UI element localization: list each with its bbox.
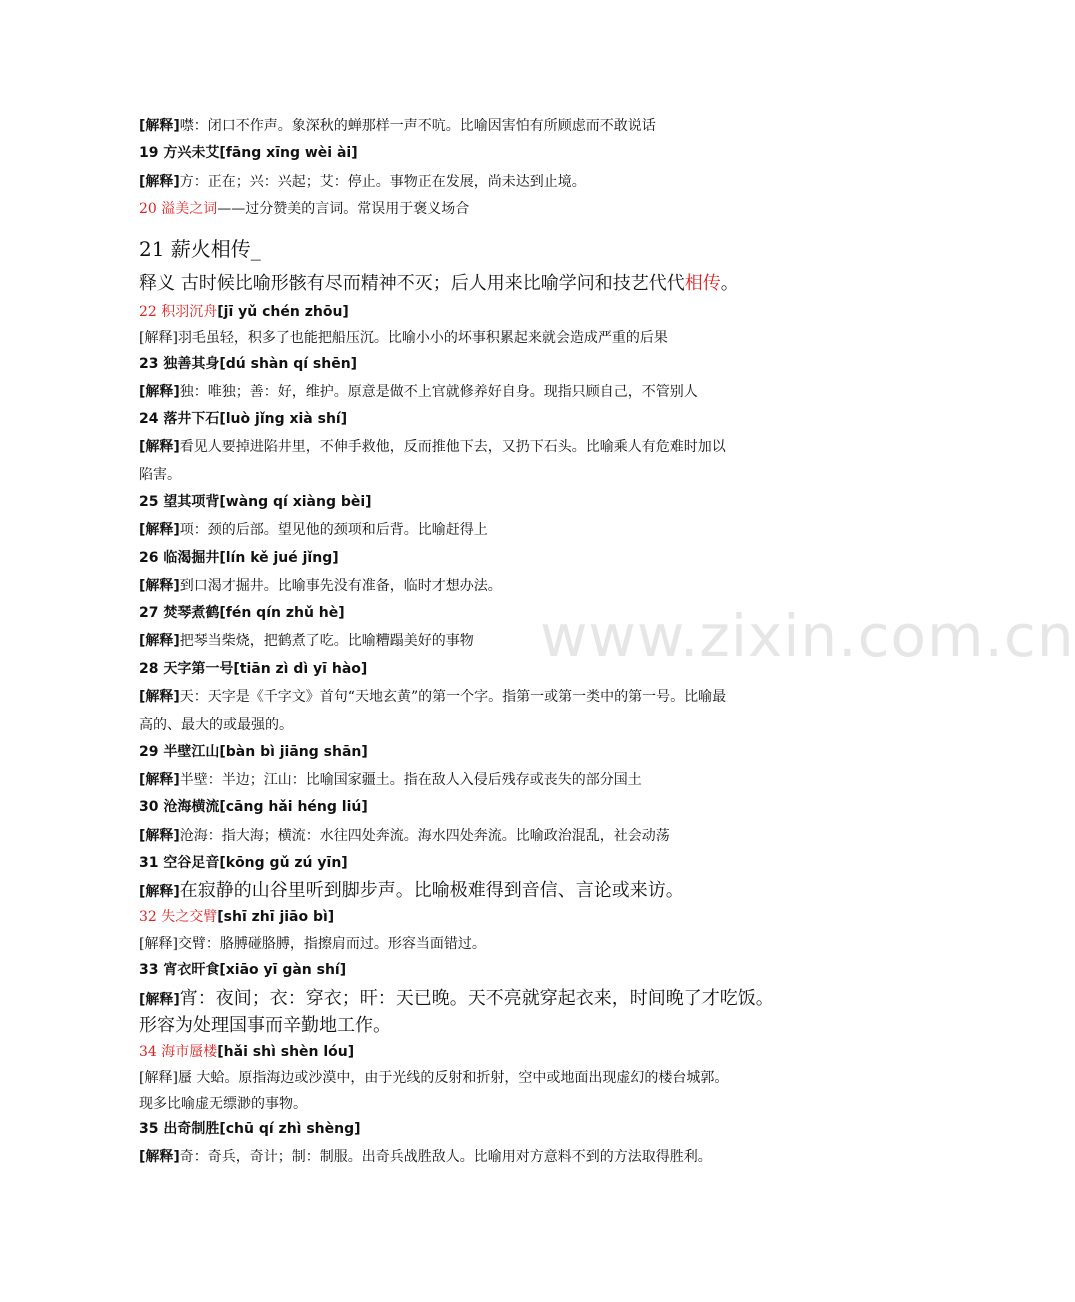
idiom-pinyin: [fāng xīng wèi ài] [219, 145, 358, 161]
explanation-text: 交臂：胳膊碰胳膊，指擦肩而过。形容当面错过。 [177, 936, 486, 952]
idiom-definition: ——过分赞美的言词。常误用于褒义场合 [217, 201, 470, 217]
idiom-heading [139, 797, 368, 817]
idiom-heading [139, 354, 357, 374]
idiom-name: 出奇制胜 [163, 1121, 220, 1137]
explanation-tag: [解释] [139, 1149, 180, 1165]
explanation-text: 把琴当柴烧，把鹤煮了吃。比喻糟蹋美好的事物 [179, 633, 474, 649]
idiom-number: 19 [139, 145, 159, 161]
explanation-tag: [解释] [139, 330, 178, 346]
explanation-tag: [解释] [139, 384, 180, 400]
explanation-line [139, 382, 698, 402]
explanation-text: 沧海：指大海；横流：水往四处奔流。海水四处奔流。比喻政治混乱，社会动荡 [179, 828, 670, 844]
idiom-pinyin: [kōng gǔ zú yīn] [219, 855, 348, 871]
idiom-number: 27 [139, 605, 159, 621]
explanation-tag: [解释] [139, 633, 180, 649]
explanation-tag: [解释] [139, 772, 180, 788]
explanation-tag: [解释] [139, 884, 180, 900]
explanation-line [139, 328, 668, 348]
watermark: www.zixin.com.cn [540, 602, 1075, 670]
explanation-text: 天：天字是《千字文》首句“天地玄黄”的第一个字。指第一或第一类中的第一号。比喻最 [179, 689, 727, 705]
idiom-pinyin: [bàn bì jiāng shān] [219, 744, 368, 760]
explanation-line [139, 826, 670, 846]
idiom-heading [139, 960, 346, 980]
explanation-line [139, 576, 502, 596]
explanation-line [139, 1068, 728, 1088]
definition-line [139, 272, 739, 296]
idiom-number: 20 [139, 201, 157, 217]
explanation-text: 半壁：半边；江山：比喻国家疆土。指在敌人入侵后残存或丧失的部分国土 [179, 772, 642, 788]
idiom-pinyin: [shī zhī jiāo bì] [217, 909, 335, 925]
highlight-text: 相传 [684, 273, 721, 294]
section-heading: 21 薪火相传_ [139, 237, 261, 261]
explanation-tag: [解释] [139, 936, 178, 952]
idiom-name: 半壁江山 [163, 744, 220, 760]
explanation-line [139, 437, 726, 457]
explanation-continuation: 现多比喻虚无缥渺的事物。 [139, 1096, 307, 1112]
definition-end: 。 [720, 273, 739, 294]
idiom-name: 失之交臂 [161, 909, 218, 925]
idiom-heading [139, 659, 367, 679]
idiom-pinyin: [hǎi shì shèn lóu] [217, 1044, 355, 1060]
explanation-text: 方：正在；兴：兴起；艾：停止。事物正在发展，尚未达到止境。 [179, 174, 586, 190]
explanation-tag: [解释] [139, 992, 180, 1008]
explanation-continuation: 高的、最大的或最强的。 [139, 717, 293, 733]
idiom-name: 宵衣旰食 [163, 962, 220, 978]
idiom-number: 32 [139, 909, 157, 925]
idiom-heading [139, 603, 345, 623]
idiom-number: 28 [139, 661, 159, 677]
explanation-line [139, 116, 656, 136]
explanation-tag: [解释] [139, 578, 180, 594]
explanation-tag: [解释] [139, 1070, 178, 1086]
idiom-name: 海市蜃楼 [161, 1044, 218, 1060]
idiom-heading [139, 143, 358, 163]
explanation-text: 在寂静的山谷里听到脚步声。比喻极难得到音信、言论或来访。 [179, 880, 684, 901]
explanation-tag: [解释] [139, 828, 180, 844]
idiom-number: 24 [139, 411, 159, 427]
idiom-number: 22 [139, 304, 157, 320]
idiom-name: 独善其身 [163, 356, 220, 372]
idiom-name: 方兴未艾 [163, 145, 220, 161]
explanation-line [139, 687, 726, 707]
idiom-number: 31 [139, 855, 159, 871]
idiom-pinyin: [dú shàn qí shēn] [219, 356, 358, 372]
idiom-number: 29 [139, 744, 159, 760]
idiom-number: 25 [139, 494, 159, 510]
idiom-number: 33 [139, 962, 159, 978]
explanation-tag: [解释] [139, 118, 180, 134]
idiom-pinyin: [jī yǔ chén zhōu] [217, 304, 349, 320]
idiom-name: 空谷足音 [163, 855, 220, 871]
idiom-name: 焚琴煮鹤 [163, 605, 220, 621]
idiom-pinyin: [chū qí zhì shèng] [219, 1121, 361, 1137]
explanation-text: 噤：闭口不作声。象深秋的蝉那样一声不吭。比喻因害怕有所顾虑而不敢说话 [179, 118, 656, 134]
idiom-heading [139, 199, 469, 219]
idiom-name: 望其项背 [163, 494, 220, 510]
idiom-pinyin: [luò jǐng xià shí] [219, 411, 348, 427]
explanation-text: 项：颈的后部。望见他的颈项和后背。比喻赶得上 [179, 522, 488, 538]
idiom-heading [139, 1042, 354, 1062]
explanation-continuation: 形容为处理国事而辛勤地工作。 [139, 1015, 391, 1036]
idiom-name: 积羽沉舟 [161, 304, 218, 320]
idiom-pinyin: [wàng qí xiàng bèi] [219, 494, 372, 510]
explanation-tag: [解释] [139, 439, 180, 455]
explanation-text: 奇：奇兵，奇计；制：制服。出奇兵战胜敌人。比喻用对方意料不到的方法取得胜利。 [179, 1149, 712, 1165]
explanation-tag: [解释] [139, 174, 180, 190]
explanation-tag: [解释] [139, 522, 180, 538]
explanation-continuation: 陷害。 [139, 467, 181, 483]
explanation-tag: [解释] [139, 689, 180, 705]
idiom-pinyin: [lín kě jué jǐng] [219, 550, 339, 566]
explanation-text: 看见人要掉进陷井里，不伸手救他，反而推他下去，又扔下石头。比喻乘人有危难时加以 [179, 439, 726, 455]
definition-text: 释义 古时候比喻形骸有尽而精神不灭；后人用来比喻学问和技艺代代 [139, 273, 685, 294]
idiom-pinyin: [fén qín zhǔ hè] [219, 605, 345, 621]
explanation-line [139, 520, 488, 540]
idiom-pinyin: [cāng hǎi héng liú] [219, 799, 368, 815]
explanation-line [139, 631, 474, 651]
idiom-pinyin: [tiān zì dì yī hào] [233, 661, 368, 677]
idiom-number: 34 [139, 1044, 157, 1060]
idiom-number: 23 [139, 356, 159, 372]
explanation-line [139, 934, 486, 954]
explanation-line [139, 1147, 712, 1167]
idiom-heading [139, 1119, 361, 1139]
idiom-name: 沧海横流 [163, 799, 220, 815]
idiom-heading [139, 409, 347, 429]
idiom-heading [139, 742, 368, 762]
explanation-text: 蜃 大蛤。原指海边或沙漠中，由于光线的反射和折射，空中或地面出现虚幻的楼台城郭。 [177, 1070, 729, 1086]
idiom-number: 30 [139, 799, 159, 815]
idiom-name: 落井下石 [163, 411, 220, 427]
idiom-heading [139, 492, 372, 512]
idiom-heading [139, 302, 349, 322]
explanation-line [139, 987, 774, 1012]
explanation-text: 羽毛虽轻，积多了也能把船压沉。比喻小小的坏事积累起来就会造成严重的后果 [177, 330, 668, 346]
explanation-text: 宵：夜间；衣：穿衣；旰：天已晚。天不亮就穿起衣来，时间晚了才吃饭。 [179, 988, 774, 1009]
explanation-line [139, 879, 684, 904]
idiom-number: 35 [139, 1121, 159, 1137]
idiom-heading [139, 907, 334, 927]
idiom-heading [139, 548, 339, 568]
idiom-number: 26 [139, 550, 159, 566]
explanation-text: 到口渴才掘井。比喻事先没有准备，临时才想办法。 [179, 578, 502, 594]
idiom-pinyin: [xiāo yī gàn shí] [219, 962, 347, 978]
idiom-name: 溢美之词 [161, 201, 218, 217]
explanation-line [139, 172, 586, 192]
idiom-heading [139, 853, 348, 873]
idiom-name: 临渴掘井 [163, 550, 220, 566]
idiom-name: 天字第一号 [163, 661, 234, 677]
explanation-text: 独：唯独；善：好，维护。原意是做不上官就修养好自身。现指只顾自己，不管别人 [179, 384, 698, 400]
explanation-line [139, 770, 642, 790]
